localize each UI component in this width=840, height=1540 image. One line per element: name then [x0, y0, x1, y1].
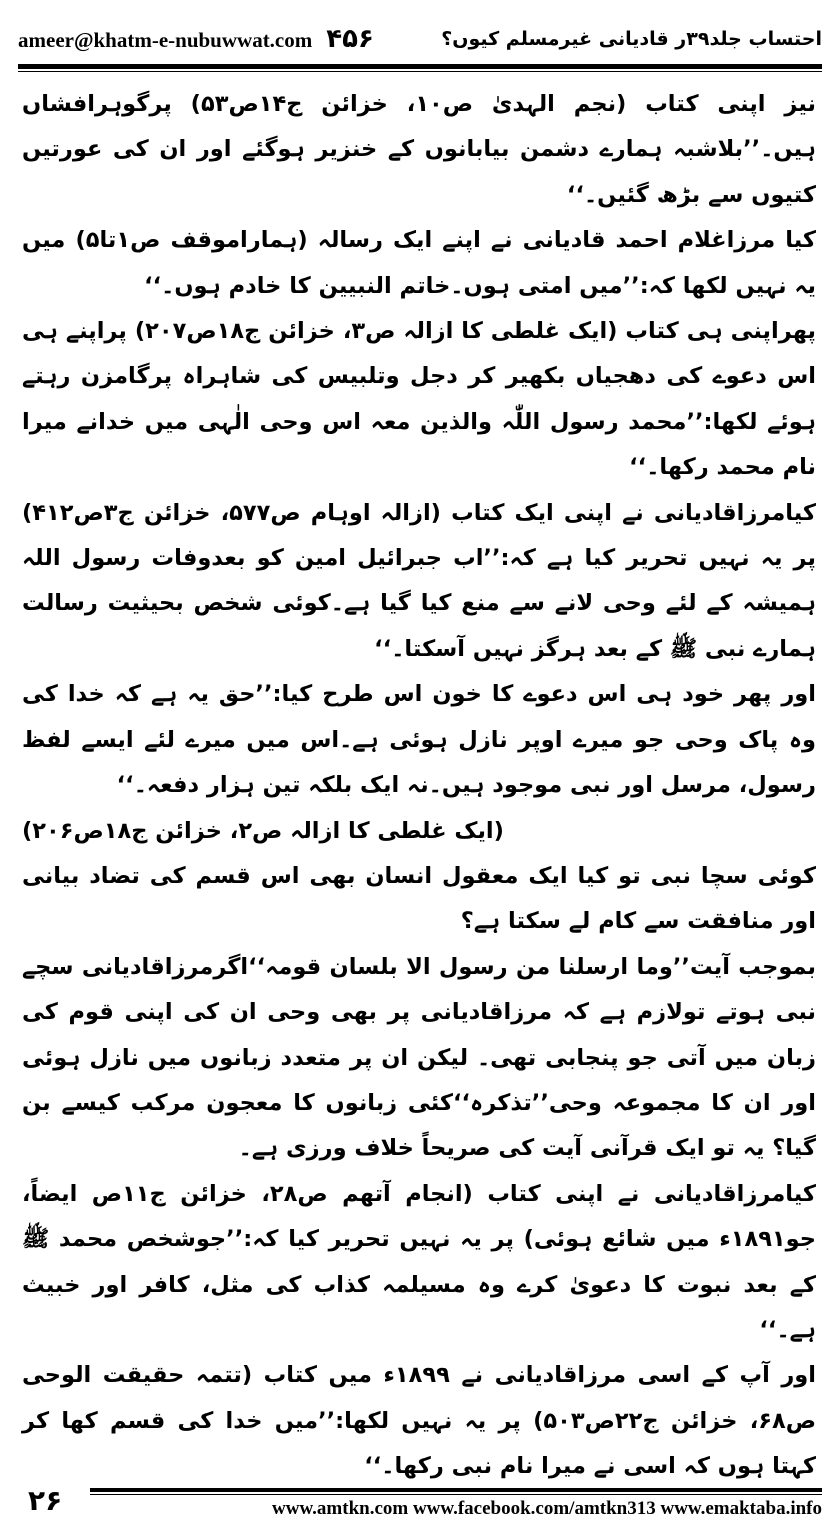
- header-rule: [18, 64, 822, 69]
- header-left: [18, 24, 374, 54]
- page-header: [18, 18, 822, 60]
- reference-line-row: [22, 809, 816, 854]
- header-page-number: ۴۵۶: [326, 24, 374, 54]
- paragraph: اور پھر خود ہی اس دعوے کا خون اس طرح کیا:’’حق یہ ہے کہ خدا کی وہ پاک وحی جو میرے اوپر نازل ہوئی ہے۔اس میں میرے لئے ایسے لفظ رسول، مرسل اور نبی موجود ہیں۔نہ ایک بلکہ تین ہزار دفعہ۔‘‘: [22, 681, 816, 799]
- footer-page-number: ۲۶: [28, 1484, 63, 1517]
- header-rule-thin: [18, 71, 822, 72]
- footer-rule: [90, 1488, 822, 1492]
- footer-rule-thin: [90, 1494, 822, 1495]
- page-footer: [18, 1482, 822, 1524]
- paragraph: کوئی سچا نبی تو کیا ایک معقول انسان بھی اس قسم کی تضاد بیانی اور منافقت سے کام لے سکتا ہے؟: [22, 862, 816, 935]
- page-body: [22, 82, 816, 1490]
- footer-links: www.amtkn.com www.facebook.com/amtkn313 www.emaktaba.info: [272, 1498, 822, 1519]
- paragraph: اور آپ کے اسی مرزاقادیانی نے ۱۸۹۹ء میں کتاب (تتمہ حقیقت الوحی ص۶۸، خزائن ج۲۲ص۵۰۳) پر یہ نہیں لکھا:’’میں خدا کی قسم کھا کر کہتا ہوں کہ اسی نے میرا نام نبی رکھا۔‘‘: [22, 1362, 816, 1480]
- paragraph: نیز اپنی کتاب (نجم الہدیٰ ص۱۰، خزائن ج۱۴ص۵۳) پرگوہرافشاں ہیں۔’’بلاشبہ ہمارے دشمن بیابانوں کے خنزیر ہوگئے اور ان کی عورتیں کتیوں سے بڑھ گئیں۔‘‘: [22, 91, 816, 208]
- header-title: احتساب جلد۳۹ر قادیانی غیرمسلم کیوں؟: [441, 28, 822, 50]
- paragraph: کیا مرزاغلام احمد قادیانی نے اپنے ایک رسالہ (ہماراموقف ص۱تا۵) میں یہ نہیں لکھا کہ:’’میں امتی ہوں۔خاتم النبیین کا خادم ہوں۔‘‘: [22, 227, 816, 299]
- paragraph: کیامرزاقادیانی نے اپنی کتاب (انجام آتھم ص۲۸، خزائن ج۱۱ص ایضاً، جو۱۸۹۱ء میں شائع ہوئی) پر یہ نہیں تحریر کیا کہ:’’جوشخص محمد ﷺ کے بعد نبوت کا دعویٰ کرے وہ مسیلمہ کذاب کی مثل، کافر اور خبیث ہے۔‘‘: [22, 1180, 816, 1343]
- paragraph: بموجب آیت’’وما ارسلنا من رسول الا بلسان قومہ‘‘اگرمرزاقادیانی سچے نبی ہوتے تولازم ہے کہ مرزاقادیانی پر بھی وحی ان کی اپنی قوم کی زبان میں آتی جو پنجابی تھی۔ لیکن ان پر متعدد زبانوں میں نازل ہوئی اور ان کا مجموعہ وحی’’تذکرہ‘‘کئی زبانوں کا معجون مرکب کیسے بن گیا؟ یہ تو ایک قرآنی آیت کی صریحاً خلاف ورزی ہے۔: [22, 953, 816, 1162]
- paragraph: کیامرزاقادیانی نے اپنی ایک کتاب (ازالہ اوہام ص۵۷۷، خزائن ج۳ص۴۱۲) پر یہ نہیں تحریر کیا ہے کہ:’’اب جبرائیل امین کو بعدوفات رسول اللہ ہمیشہ کے لئے وحی لانے سے منع کیا گیا ہے۔کوئی شخص بحیثیت رسالت ہمارے نبی ﷺ کے بعد ہرگز نہیں آسکتا۔‘‘: [22, 499, 816, 662]
- paragraph: پھراپنی ہی کتاب (ایک غلطی کا ازالہ ص۳، خزائن ج۱۸ص۲۰۷) پراپنے ہی اس دعوے کی دھجیاں بکھیر کر دجل وتلبیس کی شاہراہ پرگامزن رہتے ہوئے لکھا:’’محمد رسول اللّٰہ والذین معہ اس وحی الٰہی میں خدانے میرا نام محمد رکھا۔‘‘: [22, 318, 816, 481]
- header-email: ameer@khatm-e-nubuwwat.com: [18, 28, 313, 52]
- reference-line: (ایک غلطی کا ازالہ ص۲، خزائن ج۱۸ص۲۰۶): [22, 817, 504, 844]
